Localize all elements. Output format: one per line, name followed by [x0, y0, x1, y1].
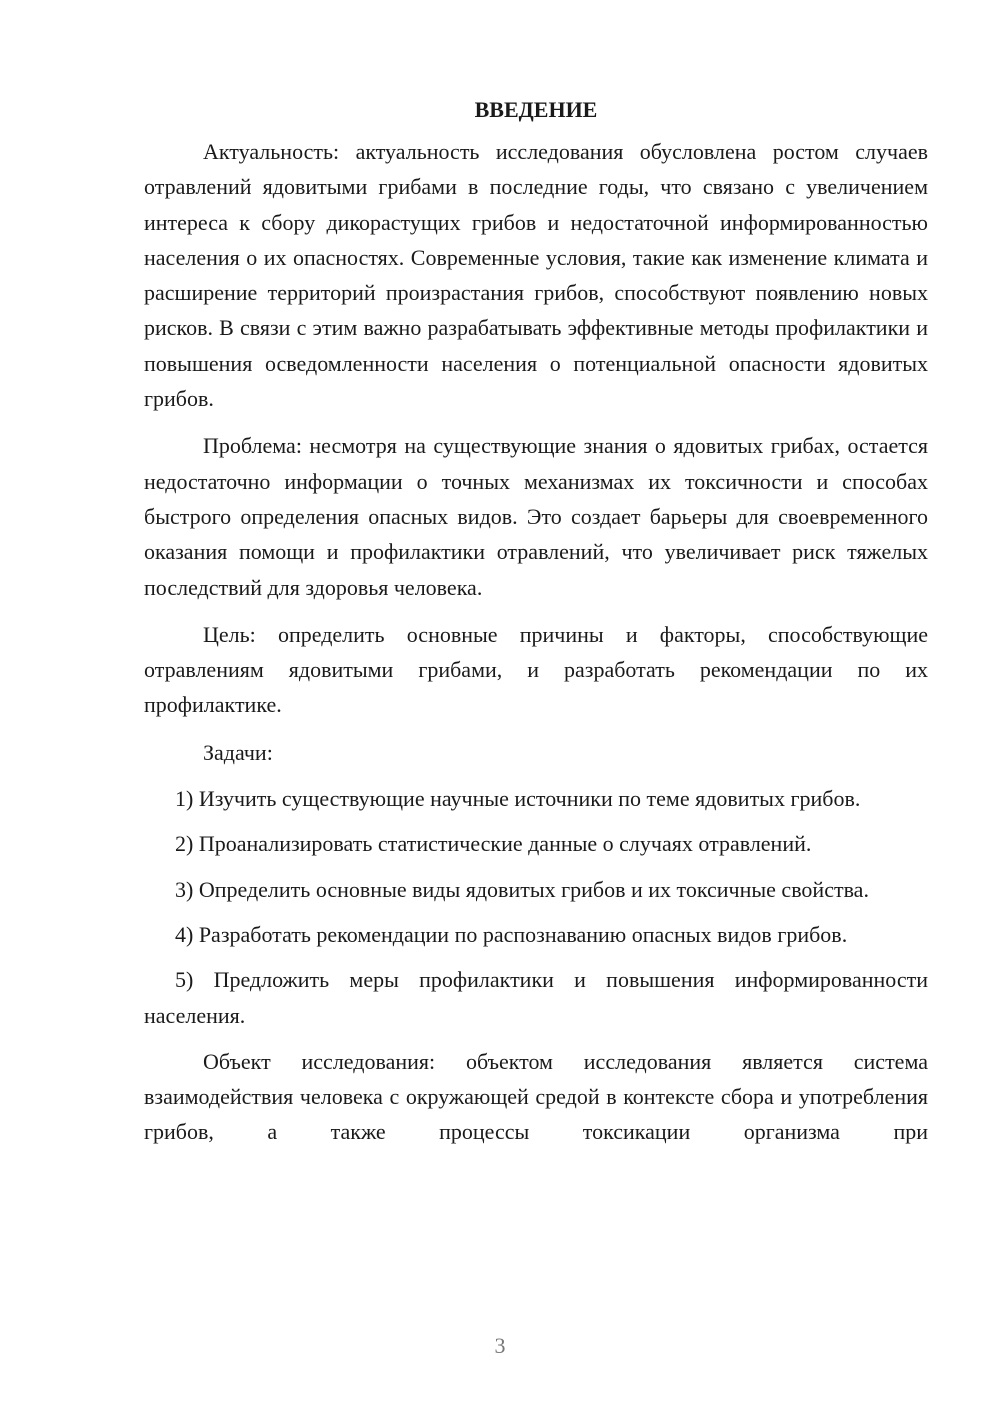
task-item-3: 3) Определить основные виды ядовитых грибов и их токсичные свойства.: [175, 876, 869, 902]
document-body: [144, 92, 928, 1150]
goal-paragraph: Цель: определить основные причины и факторы, способствующие отравлениям ядовитыми грибами, и разработать рекомендации по их профилактике.: [144, 621, 928, 718]
object-paragraph: Объект исследования: объектом исследования является система взаимодействия человека с окружающей средой в контексте сбора и употребления грибов, а также процессы токсикации организма при: [144, 1048, 928, 1145]
section-heading: ВВЕДЕНИЕ: [474, 97, 598, 122]
task-item-2: 2) Проанализировать статистические данные о случаях отравлений.: [175, 831, 812, 857]
task-item-1: 1) Изучить существующие научные источники по теме ядовитых грибов.: [175, 786, 861, 812]
task-item-5: 5) Предложить меры профилактики и повышения информированности населения.: [144, 967, 928, 1028]
problem-paragraph: Проблема: несмотря на существующие знания о ядовитых грибах, остается недостаточно информации о точных механизмах их токсичности и способах быстрого определения опасных видов. Это создает барьеры для своевременного оказания помощи и профилактики отравлений, что увеличивает риск тяжелых последствий для здоровья человека.: [144, 433, 928, 600]
page-number: 3: [494, 1333, 506, 1358]
tasks-label: Задачи:: [203, 739, 273, 765]
relevance-paragraph: Актуальность: актуальность исследования обусловлена ростом случаев отравлений ядовитыми грибами в последние годы, что связано с увеличением интереса к сбору дикорастущих грибов и недостаточной информированностью населения о их опасностях. Современные условия, такие как изменение климата и расширение территорий произрастания грибов, способствуют появлению новых рисков. В связи с этим важно разрабатывать эффективные методы профилактики и повышения осведомленности населения о потенциальной опасности ядовитых грибов.: [144, 139, 928, 412]
task-item-4: 4) Разработать рекомендации по распознаванию опасных видов грибов.: [175, 921, 848, 947]
